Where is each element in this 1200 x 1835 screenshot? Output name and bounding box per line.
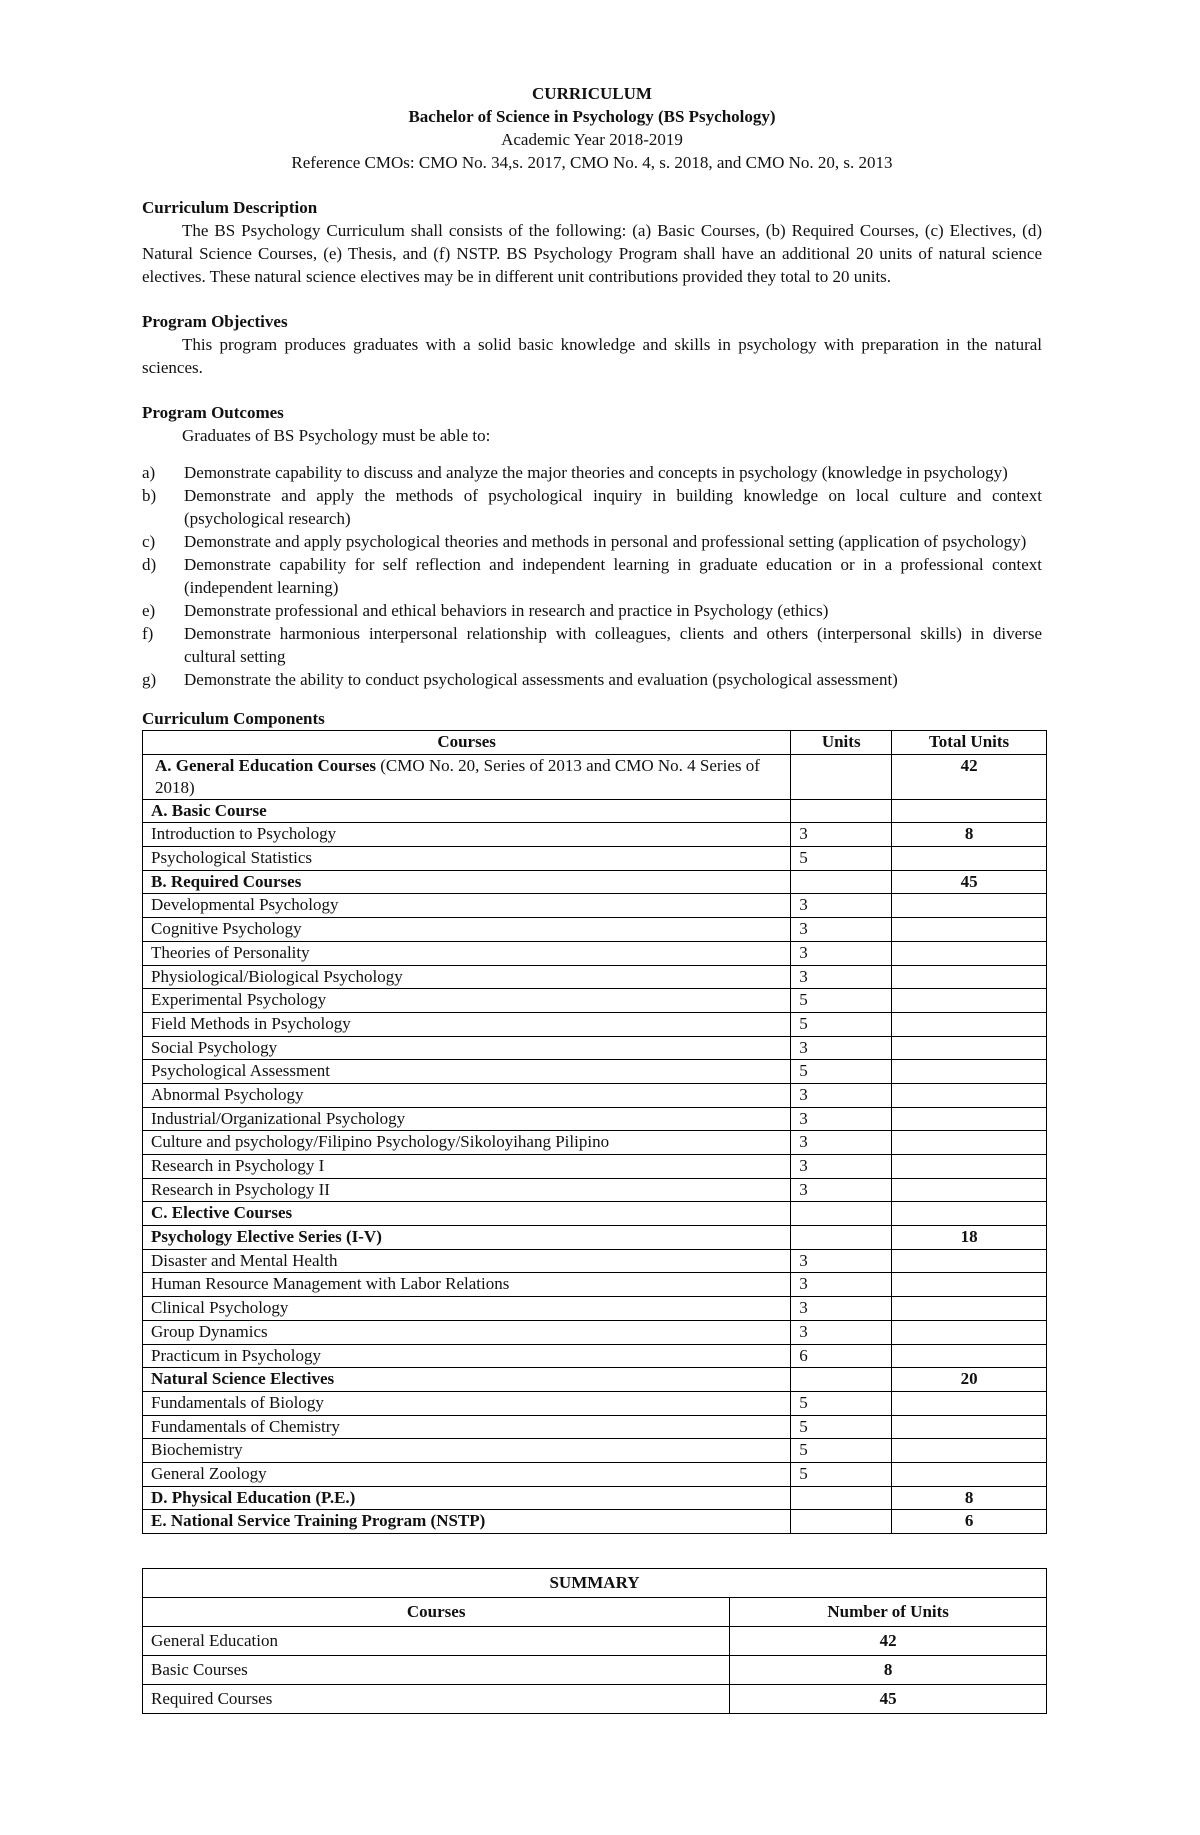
units-cell: 3 (791, 965, 892, 989)
table-row (143, 941, 1047, 965)
course-cell (143, 1320, 791, 1344)
units-cell: 6 (791, 1344, 892, 1368)
units-cell (791, 754, 892, 799)
summary-column-units: Number of Units (730, 1598, 1047, 1627)
summary-units: 8 (730, 1656, 1047, 1685)
units-cell: 5 (791, 847, 892, 871)
summary-body (143, 1627, 1047, 1714)
course-cell (143, 1107, 791, 1131)
course-cell (143, 1226, 791, 1250)
total-units-cell (892, 1273, 1047, 1297)
units-cell: 3 (791, 918, 892, 942)
course-name: Practicum in Psychology (151, 1345, 321, 1365)
outcome-marker: d) (142, 555, 157, 574)
summary-units: 45 (730, 1685, 1047, 1714)
document-title: CURRICULUM (532, 84, 652, 103)
total-units-cell (892, 1462, 1047, 1486)
table-row (143, 965, 1047, 989)
units-cell: 3 (791, 1273, 892, 1297)
table-row (143, 1391, 1047, 1415)
units-cell: 3 (791, 1249, 892, 1273)
course-name: D. Physical Education (P.E.) (151, 1487, 356, 1507)
units-cell: 3 (791, 1036, 892, 1060)
column-header-units: Units (791, 731, 892, 755)
table-row (143, 1486, 1047, 1510)
course-name: General Zoology (151, 1463, 267, 1483)
units-cell: 5 (791, 1439, 892, 1463)
total-units-cell (892, 894, 1047, 918)
summary-row (143, 1685, 1047, 1714)
course-name: Research in Psychology II (151, 1179, 330, 1199)
summary-table (142, 1568, 1047, 1714)
table-row (143, 1320, 1047, 1344)
outcomes-list (142, 461, 1042, 691)
course-name: Natural Science Electives (151, 1369, 335, 1389)
units-cell: 5 (791, 1012, 892, 1036)
units-cell (791, 1226, 892, 1250)
total-units-cell (892, 941, 1047, 965)
course-name: Biochemistry (151, 1440, 243, 1460)
total-units-cell: 42 (892, 754, 1047, 799)
total-units-cell (892, 847, 1047, 871)
total-units-cell (892, 1344, 1047, 1368)
components-table (142, 730, 1047, 1534)
units-cell (791, 870, 892, 894)
table-row (143, 1344, 1047, 1368)
components-heading: Curriculum Components (142, 709, 325, 728)
course-cell (143, 941, 791, 965)
reference-cmos: Reference CMOs: CMO No. 34,s. 2017, CMO No. 4, s. 2018, and CMO No. 20, s. 2013 (291, 153, 893, 172)
course-cell (143, 1273, 791, 1297)
course-name: B. Required Courses (151, 871, 302, 891)
units-cell: 3 (791, 1178, 892, 1202)
total-units-cell (892, 989, 1047, 1013)
table-row (143, 1462, 1047, 1486)
course-name: Social Psychology (151, 1037, 278, 1057)
course-name: Cognitive Psychology (151, 919, 302, 939)
course-cell (143, 1178, 791, 1202)
course-name: Industrial/Organizational Psychology (151, 1108, 406, 1128)
outcome-item (142, 553, 1042, 599)
course-name: Fundamentals of Chemistry (151, 1416, 340, 1436)
units-cell: 5 (791, 1391, 892, 1415)
table-row (143, 1178, 1047, 1202)
table-row (143, 1439, 1047, 1463)
outcome-marker: e) (142, 601, 156, 620)
summary-course: General Education (143, 1627, 730, 1656)
outcome-item (142, 668, 1042, 691)
table-row (143, 870, 1047, 894)
outcome-text: Demonstrate capability to discuss and analyze the major theories and concepts in psychology (knowledge in psychology) (184, 463, 1008, 482)
course-name: C. Elective Courses (151, 1203, 293, 1223)
column-header-courses: Courses (143, 731, 791, 755)
course-cell (143, 1297, 791, 1321)
course-cell (143, 989, 791, 1013)
total-units-cell (892, 918, 1047, 942)
total-units-cell (892, 1297, 1047, 1321)
course-name: Experimental Psychology (151, 990, 327, 1010)
outcome-item (142, 461, 1042, 484)
course-cell (143, 1510, 791, 1534)
course-name: Introduction to Psychology (151, 824, 337, 844)
units-cell (791, 1510, 892, 1534)
program-name: Bachelor of Science in Psychology (BS Psychology) (408, 107, 776, 126)
total-units-cell (892, 1012, 1047, 1036)
course-name: Abnormal Psychology (151, 1084, 304, 1104)
course-name: Group Dynamics (151, 1321, 268, 1341)
total-units-cell (892, 1415, 1047, 1439)
units-cell: 5 (791, 1060, 892, 1084)
total-units-cell (892, 1083, 1047, 1107)
total-units-cell (892, 965, 1047, 989)
outcome-text: Demonstrate and apply psychological theories and methods in personal and professional setting (application of psychology) (184, 532, 1027, 551)
table-row (143, 1012, 1047, 1036)
table-row (143, 1510, 1047, 1534)
table-row (143, 1036, 1047, 1060)
units-cell: 3 (791, 1083, 892, 1107)
course-name: Psychological Assessment (151, 1061, 330, 1081)
table-row (143, 1155, 1047, 1179)
course-cell (143, 1155, 791, 1179)
units-cell: 3 (791, 1107, 892, 1131)
summary-column-courses: Courses (143, 1598, 730, 1627)
table-row (143, 847, 1047, 871)
academic-year: Academic Year 2018-2019 (501, 130, 683, 149)
total-units-cell (892, 1439, 1047, 1463)
total-units-cell (892, 1178, 1047, 1202)
outcomes-heading: Program Outcomes (142, 403, 284, 422)
course-name: Fundamentals of Biology (151, 1392, 324, 1412)
total-units-cell (892, 1060, 1047, 1084)
table-row (143, 1107, 1047, 1131)
units-cell (791, 799, 892, 823)
course-cell (143, 1036, 791, 1060)
total-units-cell: 45 (892, 870, 1047, 894)
objectives-text: This program produces graduates with a solid basic knowledge and skills in psychology with preparation in the natural sciences. (142, 335, 1042, 377)
units-cell (791, 1368, 892, 1392)
summary-header-row (143, 1598, 1047, 1627)
course-cell (143, 1131, 791, 1155)
units-cell: 5 (791, 1462, 892, 1486)
course-cell (143, 1344, 791, 1368)
table-row (143, 1083, 1047, 1107)
total-units-cell (892, 1155, 1047, 1179)
description-heading: Curriculum Description (142, 198, 318, 217)
total-units-cell: 6 (892, 1510, 1047, 1534)
outcome-item (142, 484, 1042, 530)
table-row (143, 1131, 1047, 1155)
total-units-cell (892, 799, 1047, 823)
table-row (143, 799, 1047, 823)
table-row (143, 1297, 1047, 1321)
table-row (143, 823, 1047, 847)
course-name: A. Basic Course (151, 800, 267, 820)
outcome-marker: g) (142, 670, 157, 689)
outcome-item (142, 622, 1042, 668)
course-cell (143, 1462, 791, 1486)
outcome-text: Demonstrate the ability to conduct psychological assessments and evaluation (psychological assessment) (184, 670, 898, 689)
outcomes-intro: Graduates of BS Psychology must be able to: (182, 426, 491, 445)
total-units-cell (892, 1036, 1047, 1060)
course-cell (143, 1368, 791, 1392)
components-body (143, 754, 1047, 1533)
summary-title-row (143, 1569, 1047, 1598)
course-cell (143, 894, 791, 918)
units-cell: 3 (791, 823, 892, 847)
course-name: Research in Psychology I (151, 1156, 325, 1175)
total-units-cell: 18 (892, 1226, 1047, 1250)
course-cell (143, 799, 791, 823)
total-units-cell (892, 1249, 1047, 1273)
units-cell: 3 (791, 1297, 892, 1321)
outcome-text: Demonstrate harmonious interpersonal relationship with colleagues, clients and others (interpersonal skills) in diverse cultural setting (184, 624, 1042, 666)
table-row (143, 754, 1047, 799)
course-name: Developmental Psychology (151, 895, 339, 915)
course-name: Human Resource Management with Labor Relations (151, 1274, 510, 1294)
course-name: A. General Education Courses (155, 755, 376, 775)
table-row (143, 1368, 1047, 1392)
course-name: Disaster and Mental Health (151, 1250, 338, 1270)
units-cell: 3 (791, 894, 892, 918)
course-cell (143, 1391, 791, 1415)
total-units-cell (892, 1202, 1047, 1226)
course-cell (143, 1083, 791, 1107)
outcome-text: Demonstrate and apply the methods of psychological inquiry in building knowledge on local culture and context (psychological research) (184, 486, 1042, 528)
course-name: Psychology Elective Series (I-V) (151, 1227, 382, 1247)
course-name: E. National Service Training Program (NSTP) (151, 1511, 486, 1531)
summary-units: 42 (730, 1627, 1047, 1656)
table-row (143, 1202, 1047, 1226)
course-cell (143, 1415, 791, 1439)
outcome-marker: b) (142, 486, 157, 505)
total-units-cell: 8 (892, 1486, 1047, 1510)
course-cell (143, 847, 791, 871)
table-row (143, 1273, 1047, 1297)
course-cell (143, 1202, 791, 1226)
summary-row (143, 1656, 1047, 1685)
summary-title: SUMMARY (143, 1569, 1047, 1598)
summary-row (143, 1627, 1047, 1656)
table-row (143, 894, 1047, 918)
table-row (143, 989, 1047, 1013)
table-row (143, 1249, 1047, 1273)
course-cell (143, 870, 791, 894)
table-row (143, 918, 1047, 942)
outcome-text: Demonstrate professional and ethical behaviors in research and practice in Psychology (ethics) (184, 601, 829, 620)
course-cell (143, 1249, 791, 1273)
components-header-row (143, 731, 1047, 755)
course-cell (143, 823, 791, 847)
total-units-cell (892, 1391, 1047, 1415)
outcome-item (142, 530, 1042, 553)
units-cell: 5 (791, 989, 892, 1013)
column-header-total-units: Total Units (892, 731, 1047, 755)
course-cell (143, 1012, 791, 1036)
course-name: Culture and psychology/Filipino Psychology/Sikoloyihang Pilipino (151, 1132, 610, 1152)
table-row (143, 1060, 1047, 1084)
course-name: Psychological Statistics (151, 848, 313, 868)
units-cell: 3 (791, 1131, 892, 1155)
units-cell (791, 1486, 892, 1510)
table-row (143, 1415, 1047, 1439)
course-name: Field Methods in Psychology (151, 1013, 351, 1033)
outcome-item (142, 599, 1042, 622)
total-units-cell (892, 1131, 1047, 1155)
outcome-marker: f) (142, 624, 154, 643)
document-page (142, 82, 1042, 1714)
objectives-heading: Program Objectives (142, 312, 288, 331)
outcome-text: Demonstrate capability for self reflection and independent learning in graduate education or in a professional context (independent learning) (184, 555, 1042, 597)
course-cell (143, 754, 791, 799)
course-cell (143, 1486, 791, 1510)
summary-course: Basic Courses (143, 1656, 730, 1685)
outcome-marker: c) (142, 532, 156, 551)
summary-course: Required Courses (143, 1685, 730, 1714)
units-cell: 3 (791, 1155, 892, 1179)
total-units-cell (892, 1107, 1047, 1131)
course-name: Physiological/Biological Psychology (151, 966, 403, 986)
outcome-marker: a) (142, 463, 156, 482)
total-units-cell: 20 (892, 1368, 1047, 1392)
total-units-cell (892, 1320, 1047, 1344)
course-cell (143, 965, 791, 989)
units-cell: 5 (791, 1415, 892, 1439)
course-name: Theories of Personality (151, 942, 310, 962)
course-cell (143, 1060, 791, 1084)
course-note: (CMO No. 20, Series of 2013 and CMO No. 4 Series of 2018) (155, 755, 760, 797)
units-cell: 3 (791, 941, 892, 965)
course-name: Clinical Psychology (151, 1298, 289, 1318)
course-cell (143, 918, 791, 942)
total-units-cell: 8 (892, 823, 1047, 847)
course-cell (143, 1439, 791, 1463)
units-cell (791, 1202, 892, 1226)
table-row (143, 1226, 1047, 1250)
description-text: The BS Psychology Curriculum shall consists of the following: (a) Basic Courses, (b) Required Courses, (c) Electives, (d) Natural Science Courses, (e) Thesis, and (f) NSTP. BS Psychology Program shall have an additional 20 units of natural science electives. These natural science electives may be in different unit contributions provided they total to 20 units. (142, 221, 1042, 286)
units-cell: 3 (791, 1320, 892, 1344)
